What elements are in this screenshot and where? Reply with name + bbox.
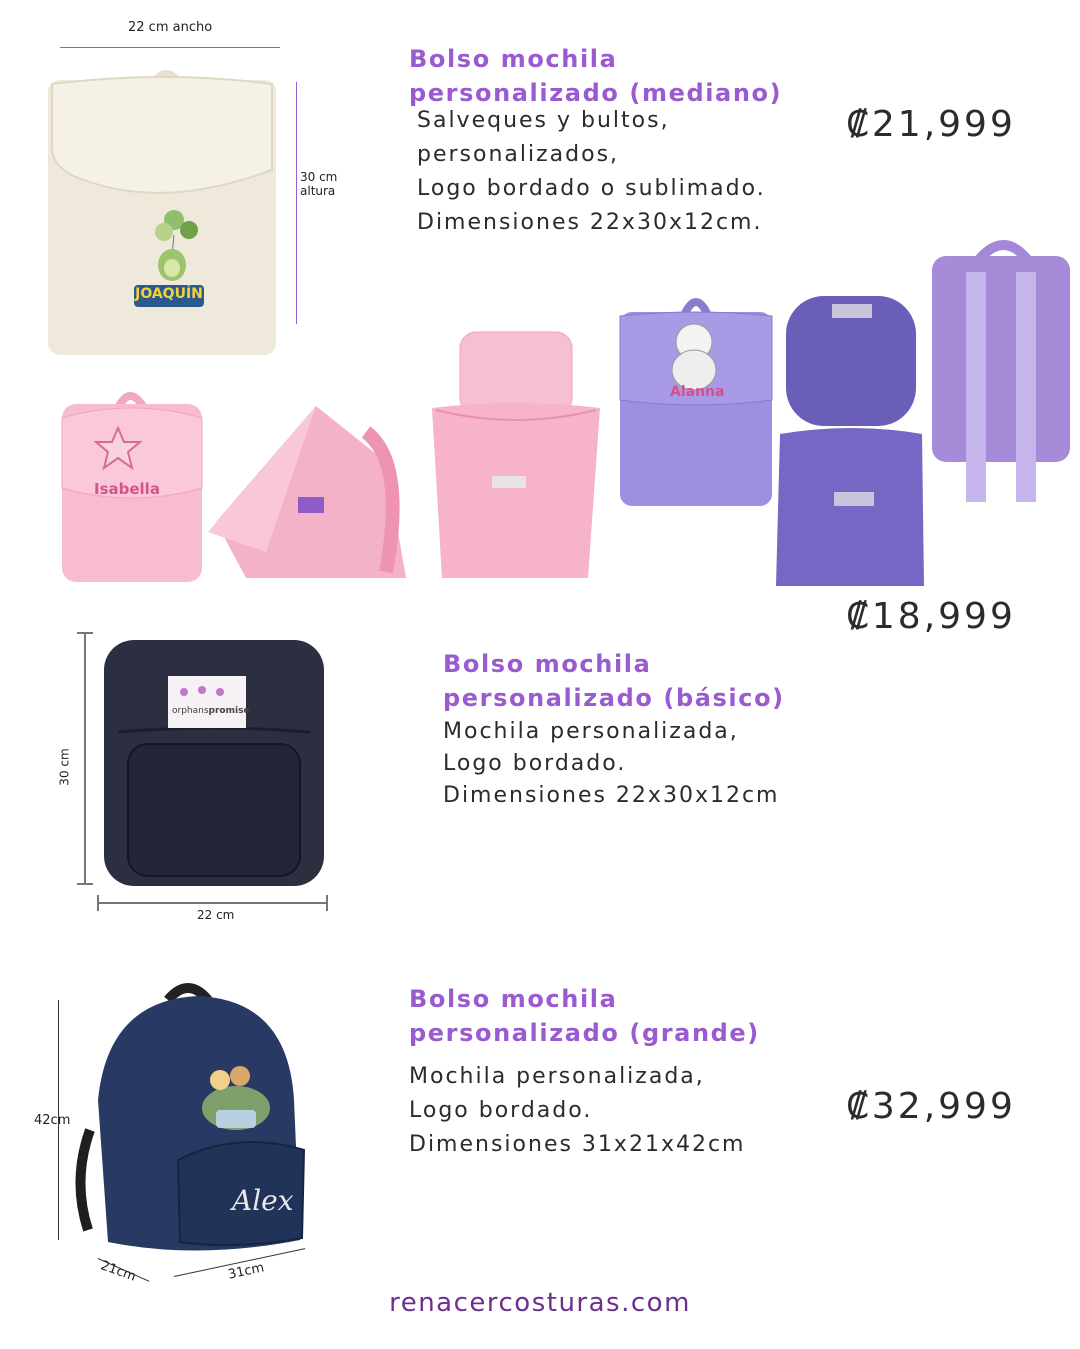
product-price-basico: ₡18,999 xyxy=(846,596,1016,637)
canvas-backpack-image xyxy=(44,60,284,360)
product-price-grande: ₡32,999 xyxy=(846,1086,1016,1127)
product-title-grande: Bolso mochila personalizado (grande) xyxy=(409,985,760,1047)
depth-dimension-label: 21cm xyxy=(98,1258,138,1285)
orphans-promise-logo-text: orphanspromise xyxy=(172,706,250,716)
purple-backpack-back-image xyxy=(928,232,1074,504)
product-description-basico: Mochila personalizada, Logo bordado. Dimensiones 22x30x12cm xyxy=(443,719,780,808)
embroidered-name-isabella: Isabella xyxy=(94,480,160,498)
height-dimension-cap-top xyxy=(77,632,93,634)
height-dimension-label-basico: 30 cm xyxy=(57,748,72,786)
width-dimension-cap-left xyxy=(97,895,99,911)
navy-backpack-image xyxy=(96,632,332,892)
height-dimension-cap-bottom xyxy=(77,883,93,885)
height-dimension-line xyxy=(296,82,297,324)
width-dimension-cap-right xyxy=(326,895,328,911)
width-dimension-label-basico: 22 cm xyxy=(197,908,235,922)
width-dimension-label: 22 cm ancho xyxy=(128,20,213,35)
pink-backpack-side-image xyxy=(206,402,426,580)
width-dimension-line-basico xyxy=(98,902,328,904)
height-dimension-label: 30 cm altura xyxy=(300,170,338,198)
large-navy-backpack-image xyxy=(68,980,316,1270)
product-title-basico: Bolso mochila personalizado (básico) xyxy=(443,650,785,712)
width-dimension-line xyxy=(60,47,280,48)
embroidered-name-alanna: Alanna xyxy=(670,384,725,400)
embroidered-name-alex: Alex xyxy=(232,1184,294,1217)
height-dimension-label-grande: 42cm xyxy=(34,1113,71,1128)
product-description-mediano: Salveques y bultos, personalizados, Logo bordado o sublimado. Dimensiones 22x30x12cm. xyxy=(417,108,766,235)
product-description-grande: Mochila personalizada, Logo bordado. Dimensiones 31x21x42cm xyxy=(409,1064,746,1157)
pink-backpack-open-image xyxy=(428,330,604,580)
height-dimension-line-basico xyxy=(84,632,86,884)
purple-backpack-open-image xyxy=(772,294,932,590)
product-price-mediano: ₡21,999 xyxy=(846,104,1016,145)
width-dimension-label-grande: 31cm xyxy=(226,1260,266,1283)
product-title-mediano: Bolso mochila personalizado (mediano) xyxy=(409,45,783,107)
footer-website-link[interactable]: renacercosturas.com xyxy=(389,1288,691,1318)
embroidered-name-joaquin: JOAQUÍN xyxy=(135,286,203,302)
